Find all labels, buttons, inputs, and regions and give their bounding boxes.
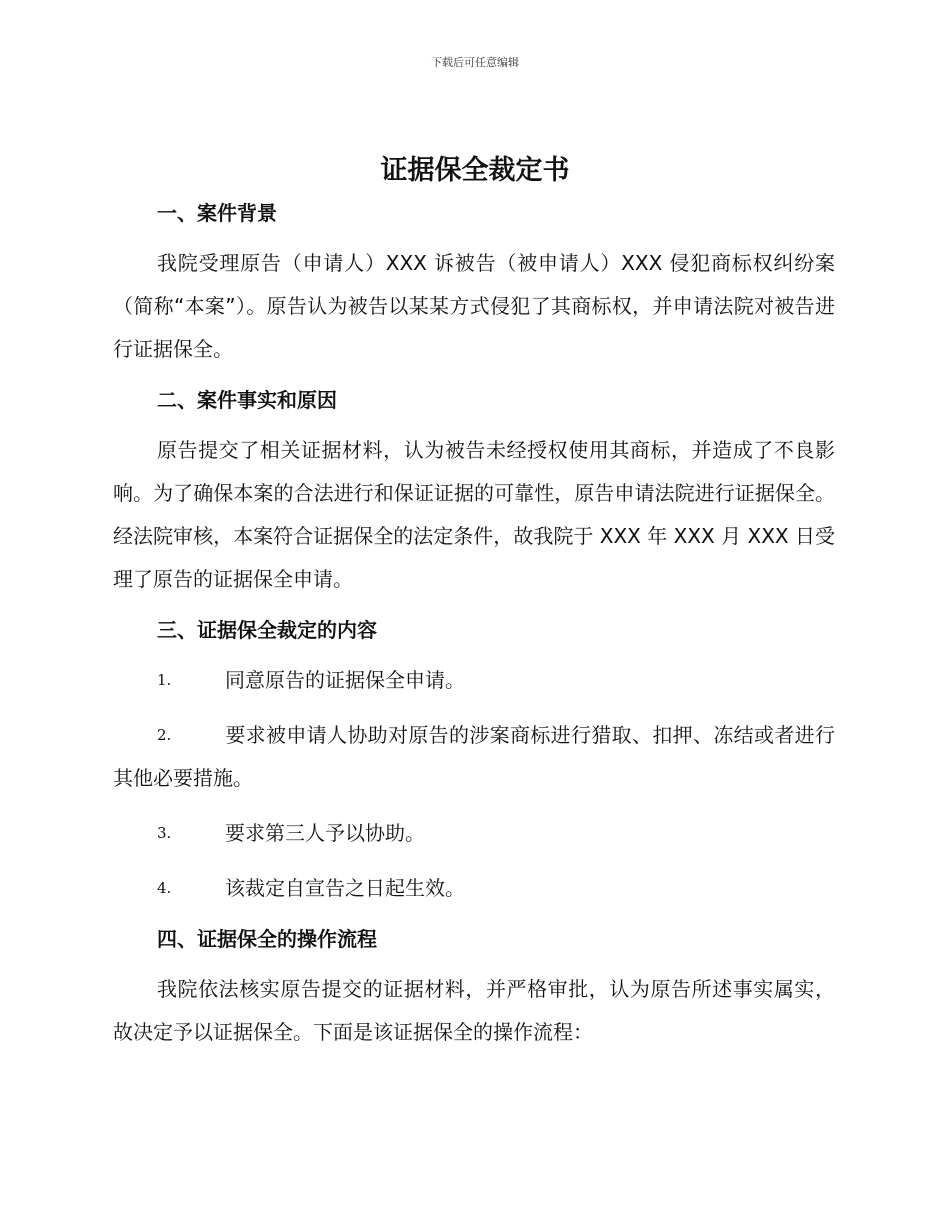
- list-number: 2.: [157, 726, 172, 744]
- list-number: 4.: [157, 879, 172, 897]
- document-title: 证据保全裁定书: [380, 155, 570, 186]
- list-item-text: 该裁定自宣告之日起生效。: [225, 876, 465, 900]
- list-item-text: 要求第三人予以协助。: [225, 821, 425, 845]
- list-item: [113, 867, 835, 910]
- section-heading-ruling-content: 三、证据保全裁定的内容: [157, 618, 377, 642]
- list-item-text: 要求被申请人协助对原告的涉案商标进行猎取、扣押、冻结或者进行其他必要措施。: [113, 723, 835, 790]
- paragraph-background: 我院受理原告（申请人）XXX 诉被告（被申请人）XXX 侵犯商标权纠纷案（简称“本案”）。原告认为被告以某某方式侵犯了其商标权，并申请法院对被告进行证据保全。: [113, 251, 835, 361]
- paragraph-procedure: 我院依法核实原告提交的证据材料，并严格审批，认为原告所述事实属实，故决定予以证据保全。下面是该证据保全的操作流程：: [113, 977, 835, 1044]
- paragraph-facts: 原告提交了相关证据材料，认为被告未经授权使用其商标，并造成了不良影响。为了确保本案的合法进行和保证证据的可靠性，原告申请法院进行证据保全。经法院审核，本案符合证据保全的法定条件，故我院于 XXX 年 XXX 月 XXX 日受理了原告的证据保全申请。: [113, 438, 835, 591]
- section-heading-background: 一、案件背景: [157, 201, 277, 225]
- header-note: 下载后可任意编辑: [431, 56, 519, 69]
- list-item: [113, 714, 835, 800]
- list-number: 3.: [157, 824, 172, 842]
- list-item: [113, 812, 835, 855]
- section-heading-facts: 二、案件事实和原因: [157, 388, 337, 412]
- document-body: [113, 196, 835, 1066]
- list-item: [113, 659, 835, 702]
- list-item-text: 同意原告的证据保全申请。: [225, 668, 465, 692]
- section-heading-procedure: 四、证据保全的操作流程: [157, 927, 377, 951]
- list-number: 1.: [157, 671, 172, 689]
